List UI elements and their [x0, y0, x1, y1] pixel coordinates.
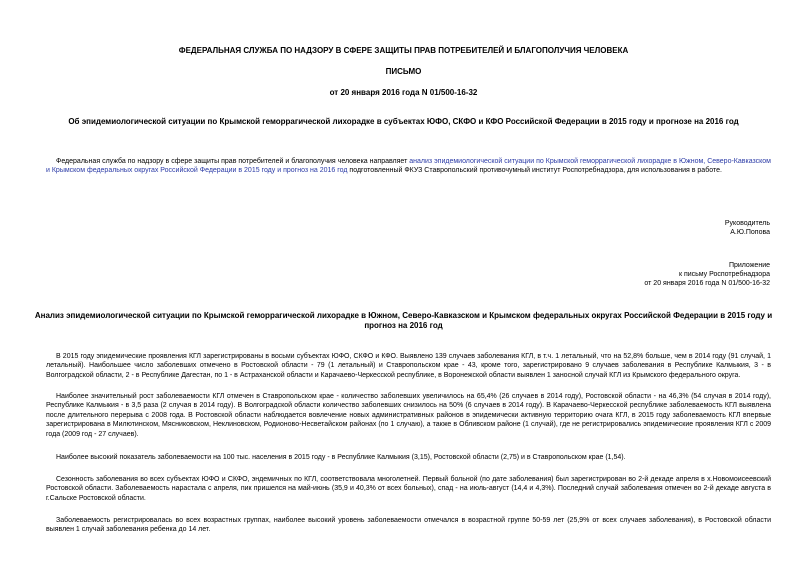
analysis-paragraph: В 2015 году эпидемические проявления КГЛ зарегистрированы в восьми субъектах ЮФО, СКФО и КФО. Выявлено 139 случаев заболевания КГЛ, в т.ч. 1 летальный, что на 52,8% больше, чем в 2014 году (91 случай, 1 летальный). Наибольшее число заболевших отмечено в Ростовской области - 79 (1 летальный) и Ставропольском крае - 43, кроме того, зарегистрировано 9 случаев заболевания в Республике Калмыкия, 3 - в Волгоградской области, 2 - в Республике Дагестан, по 1 - в Астраханской области и Карачаево-Черкесской республике, в Воронежской области выявлен 1 заносной случай КГЛ из Крымского федерального округа.	[46, 353, 771, 379]
analysis-paragraph: Заболеваемость регистрировалась во всех возрастных группах, наиболее высокий уровень заболеваемости отмечался в возрастной группе 50-59 лет (25,9% от всех случаев заболевания), в Ростовской области выявлен 1 случай заболевания ребенка до 14 лет.	[46, 517, 771, 534]
analysis-paragraph: Наиболее значительный рост заболеваемости КГЛ отмечен в Ставропольском крае - количество заболевших увеличилось на 65,4% (26 случаев в 2014 году), Ростовской области - на 46,3% (54 случая в 2014 году), Республике Калмыкия - в 3,5 раза (2 случая в 2014 году). В Волгоградской области количество заболевших снизилось на 50% (6 случаев в 2014 году). В Карачаево-Черкесской республике заболеваемость КГЛ выявлена после длительного перерыва с 2008 года. В Ростовской области наблюдается вовлечение новых административных районов в эпидемически активную территорию очага КГЛ, в 2015 году заболеваемость КГЛ впервые зарегистрирована в Милютинском, Мясниковском, Неклиновском, Родионово-Несветайском районах (по 1 случаю), а также в Обливском районе (1 случай), где не регистрировались эпидемические проявления КГЛ с 2009 года (2009 год - 27 случаев).	[46, 393, 771, 438]
intro-paragraph	[46, 157, 771, 176]
analysis-paragraph: Сезонность заболевания во всех субъектах ЮФО и СКФО, эндемичных по КГЛ, соответствовала многолетней. Первый больной (по дате заболевания) был зарегистрирован во 2-й декаде апреля в х.Новомоисеевский Ростовской области. Заболеваемость нарастала с апреля, пик пришелся на май-июнь (35,9 и 40,3% от всех больных), спад - на июль-август (14,4 и 4,3%). Последний случай заболевания отмечен во 2-й декаде августа в г.Сальске Ростовской области.	[46, 476, 771, 502]
analysis-title: Анализ эпидемиологической ситуации по Крымской геморрагической лихорадке в Южном, Северо-Кавказском и Крымском федеральных округах Российской Федерации в 2015 году и прогноз на 2016 год	[34, 311, 773, 331]
signature-title: Руководитель	[724, 220, 770, 227]
document-type: ПИСЬМО	[385, 67, 422, 76]
appendix-to-letter: к письму Роспотребнадзора	[678, 271, 770, 278]
intro-text-before-link: Федеральная служба по надзору в сфере защиты прав потребителей и благополучия человека направляет	[56, 158, 410, 165]
analysis-link[interactable]: анализ эпидемиологической ситуации по Крымской геморрагической лихорадке в Южном, Северо-Кавказском и Крымском федеральных округах Российской Федерации в 2015 году и прогноз на 2016 год	[46, 158, 771, 175]
agency-heading: ФЕДЕРАЛЬНАЯ СЛУЖБА ПО НАДЗОРУ В СФЕРЕ ЗАЩИТЫ ПРАВ ПОТРЕБИТЕЛЕЙ И БЛАГОПОЛУЧИЯ ЧЕЛОВЕКА	[178, 46, 629, 55]
analysis-paragraph: Наиболее высокий показатель заболеваемости на 100 тыс. населения в 2015 году - в Республике Калмыкия (3,15), Ростовской области (2,75) и в Ставропольском крае (1,54).	[56, 454, 626, 461]
signature-name: А.Ю.Попова	[730, 229, 770, 236]
intro-text-after-link: подготовленный ФКУЗ Ставропольский противочумный институт Роспотребнадзора, для использования в работе.	[347, 167, 722, 175]
appendix-label: Приложение	[728, 262, 770, 269]
document-subject: Об эпидемиологической ситуации по Крымской геморрагической лихорадке в субъектах ЮФО, СКФО и КФО Российской Федерации в 2015 году и прогнозе на 2016 год	[68, 117, 739, 126]
document-date-number: от 20 января 2016 года N 01/500-16-32	[329, 88, 478, 97]
appendix-date-number: от 20 января 2016 года N 01/500-16-32	[644, 280, 770, 287]
